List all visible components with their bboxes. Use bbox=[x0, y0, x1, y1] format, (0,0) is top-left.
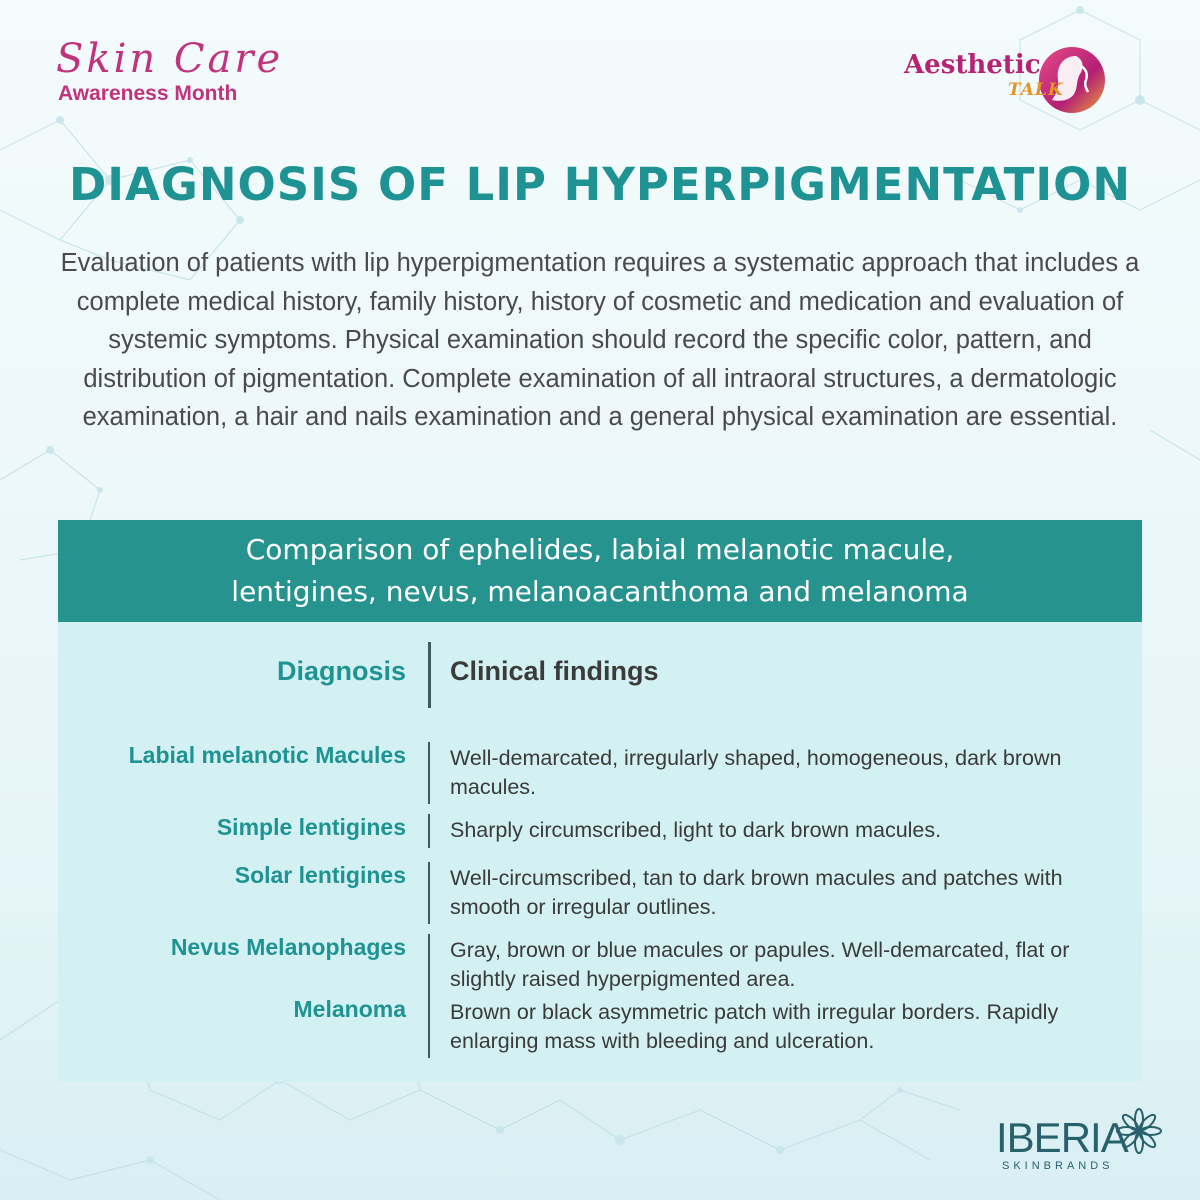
iberia-skinbrands-logo bbox=[996, 1098, 1176, 1178]
row-findings: Well-circumscribed, tan to dark brown macules and patches with smooth or irregular outlines. bbox=[450, 866, 1063, 919]
comparison-table bbox=[58, 520, 1142, 1082]
table-column-headers bbox=[58, 642, 1142, 708]
partner-logo-main-text: Aesthetic bbox=[904, 50, 1041, 80]
row-diagnosis: Solar lentigines bbox=[234, 862, 406, 888]
row-findings: Sharply circumscribed, light to dark brown macules. bbox=[450, 818, 942, 842]
table-caption-line-1: Comparison of ephelides, labial melanotic macule, bbox=[245, 533, 955, 566]
table-caption-line-2: lentigines, nevus, melanoacanthoma and melanoma bbox=[231, 575, 969, 608]
row-divider bbox=[428, 996, 430, 1058]
row-diagnosis: Nevus Melanophages bbox=[170, 934, 406, 960]
column-header-diagnosis: Diagnosis bbox=[276, 656, 406, 686]
row-divider bbox=[428, 934, 430, 996]
row-divider bbox=[428, 814, 430, 848]
row-findings: Brown or black asymmetric patch with irregular borders. Rapidly enlarging mass with bleeding and ulceration. bbox=[450, 1000, 1059, 1053]
row-diagnosis: Melanoma bbox=[293, 996, 406, 1022]
column-header-findings: Clinical findings bbox=[450, 656, 659, 686]
column-divider bbox=[428, 642, 431, 708]
row-findings: Gray, brown or blue macules or papules. Well-demarcated, flat or slightly raised hyperpigmented area. bbox=[450, 938, 1070, 991]
row-diagnosis: Simple lentigines bbox=[216, 814, 406, 840]
campaign-logo bbox=[56, 36, 283, 106]
campaign-subtitle: Awareness Month bbox=[58, 82, 238, 105]
sponsor-logo-main-text: IBERIA bbox=[996, 1114, 1128, 1161]
campaign-title: Skin Care bbox=[56, 36, 284, 82]
intro-paragraph: Evaluation of patients with lip hyperpigmentation requires a systematic approach that includes a complete medical history, family history, history of cosmetic and medication and evaluation of systemic symptoms. Physical examination should record the specific color, pattern, and distribution of pigmentation. Complete examination of all intraoral structures, a dermatologic examination, a hair and nails examination and a general physical examination are essential. bbox=[60, 249, 1140, 431]
row-diagnosis: Labial melanotic Macules bbox=[128, 742, 406, 768]
row-divider bbox=[428, 862, 430, 924]
sponsor-logo-sub-text: SKINBRANDS bbox=[1002, 1160, 1114, 1172]
partner-logo-sub-text: TALK bbox=[1008, 80, 1064, 100]
page-title: DIAGNOSIS OF LIP HYPERPIGMENTATION bbox=[68, 158, 1132, 211]
row-findings: Well-demarcated, irregularly shaped, homogeneous, dark brown macules. bbox=[450, 746, 1062, 799]
table-caption-banner bbox=[58, 520, 1142, 622]
row-divider bbox=[428, 742, 430, 804]
aesthetic-talk-logo bbox=[904, 44, 1114, 114]
